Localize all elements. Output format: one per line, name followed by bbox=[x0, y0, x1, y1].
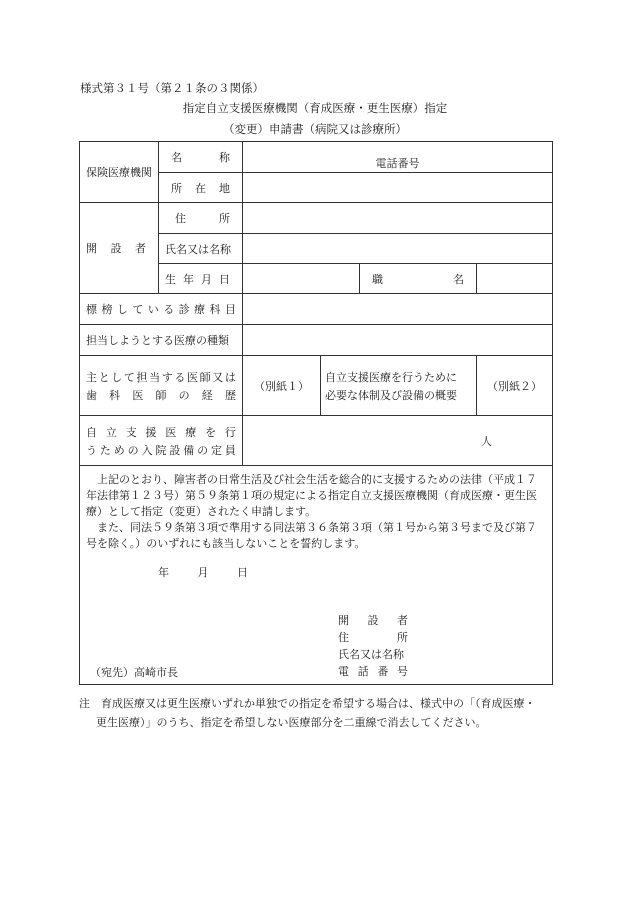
departments-label: 標 榜 し て い る 診 療 科 目 bbox=[80, 294, 243, 325]
footnote-line-1: 注 育成医療又は更生医療いずれか単独での指定を希望する場合は、様式中の「（育成医療・ bbox=[79, 697, 536, 710]
inpatient-capacity-value[interactable] bbox=[243, 416, 553, 466]
footnote-line-2: 更生医療）」のうち、指定を希望しない医療部分を二重線で消去してください。 bbox=[96, 716, 487, 729]
attachment1-cell: （別紙１） bbox=[243, 356, 321, 416]
system-overview-label: 自立支援医療を行うために 必要な体制及び設備の概要 bbox=[321, 356, 477, 416]
institution-name-phone-cell[interactable] bbox=[243, 142, 553, 173]
position-value[interactable] bbox=[477, 264, 553, 294]
doctor-history-label: 主 と し て 担 当 す る 医 師 又 は 歯 科 医 師 の 経 歴 bbox=[80, 356, 243, 416]
capacity-unit: 人 bbox=[481, 434, 493, 448]
form-title-line1: 指定自立支援医療機関（育成医療・更生医療）指定 bbox=[182, 101, 448, 115]
declaration-paragraph-2: また、同法５９条第３項で準用する同法第３６条第３項（第１号から第３号まで及び第７号を除く。）のいずれにも該当しないことを誓約します。 bbox=[86, 521, 537, 550]
location-value[interactable] bbox=[243, 173, 553, 203]
date-line: 年 月 日 bbox=[158, 566, 248, 579]
applicant-address-label: 住 所 bbox=[338, 631, 408, 644]
position-label: 職 名 bbox=[360, 264, 477, 294]
applicant-name-label: 氏名又は名称 bbox=[338, 648, 404, 661]
application-form-table bbox=[79, 141, 553, 685]
attachment2-cell: （別紙２） bbox=[477, 356, 553, 416]
treatment-type-value[interactable] bbox=[243, 325, 553, 356]
founder-name-value[interactable] bbox=[243, 234, 553, 264]
birthdate-label: 生 年 月 日 bbox=[159, 264, 243, 294]
founder-header: 開 設 者 bbox=[80, 203, 159, 294]
footnote bbox=[79, 694, 559, 732]
departments-value[interactable] bbox=[243, 294, 553, 325]
full-name-label: 氏名又は名称 bbox=[159, 234, 243, 264]
name-label: 名 称 bbox=[159, 142, 243, 173]
address-label: 住 所 bbox=[159, 203, 243, 234]
declaration-cell bbox=[80, 466, 553, 685]
declaration-paragraph-1: 上記のとおり、障害者の日常生活及び社会生活を総合的に支援するための法律（平成１７年法律第１２３号）第５９条第１項の規定による指定自立支援医療機関（育成医療・更生医療）として指定（変更）されたく申請します。 bbox=[86, 473, 537, 518]
birthdate-value[interactable] bbox=[243, 264, 360, 294]
applicant-block bbox=[338, 612, 408, 680]
inpatient-capacity-label: 自 立 支 援 医 療 を 行 う た め の 入 院 設 備 の 定 員 bbox=[80, 416, 243, 466]
form-number: 様式第３１号（第２１条の３関係） bbox=[80, 81, 264, 95]
treatment-type-label: 担当しようとする医療の種類 bbox=[80, 325, 243, 356]
phone-label: 電話番号 bbox=[375, 157, 420, 170]
founder-address-value[interactable] bbox=[243, 203, 553, 234]
location-label: 所 在 地 bbox=[159, 173, 243, 203]
insurance-institution-header: 保険医療機関 bbox=[80, 142, 159, 203]
addressee: （宛先）高崎市長 bbox=[90, 666, 178, 679]
form-title-line2: （変更）申請書（病院又は診療所） bbox=[223, 122, 407, 136]
applicant-founder-label: 開 設 者 bbox=[338, 614, 408, 627]
applicant-phone-label: 電 話 番 号 bbox=[338, 665, 408, 678]
